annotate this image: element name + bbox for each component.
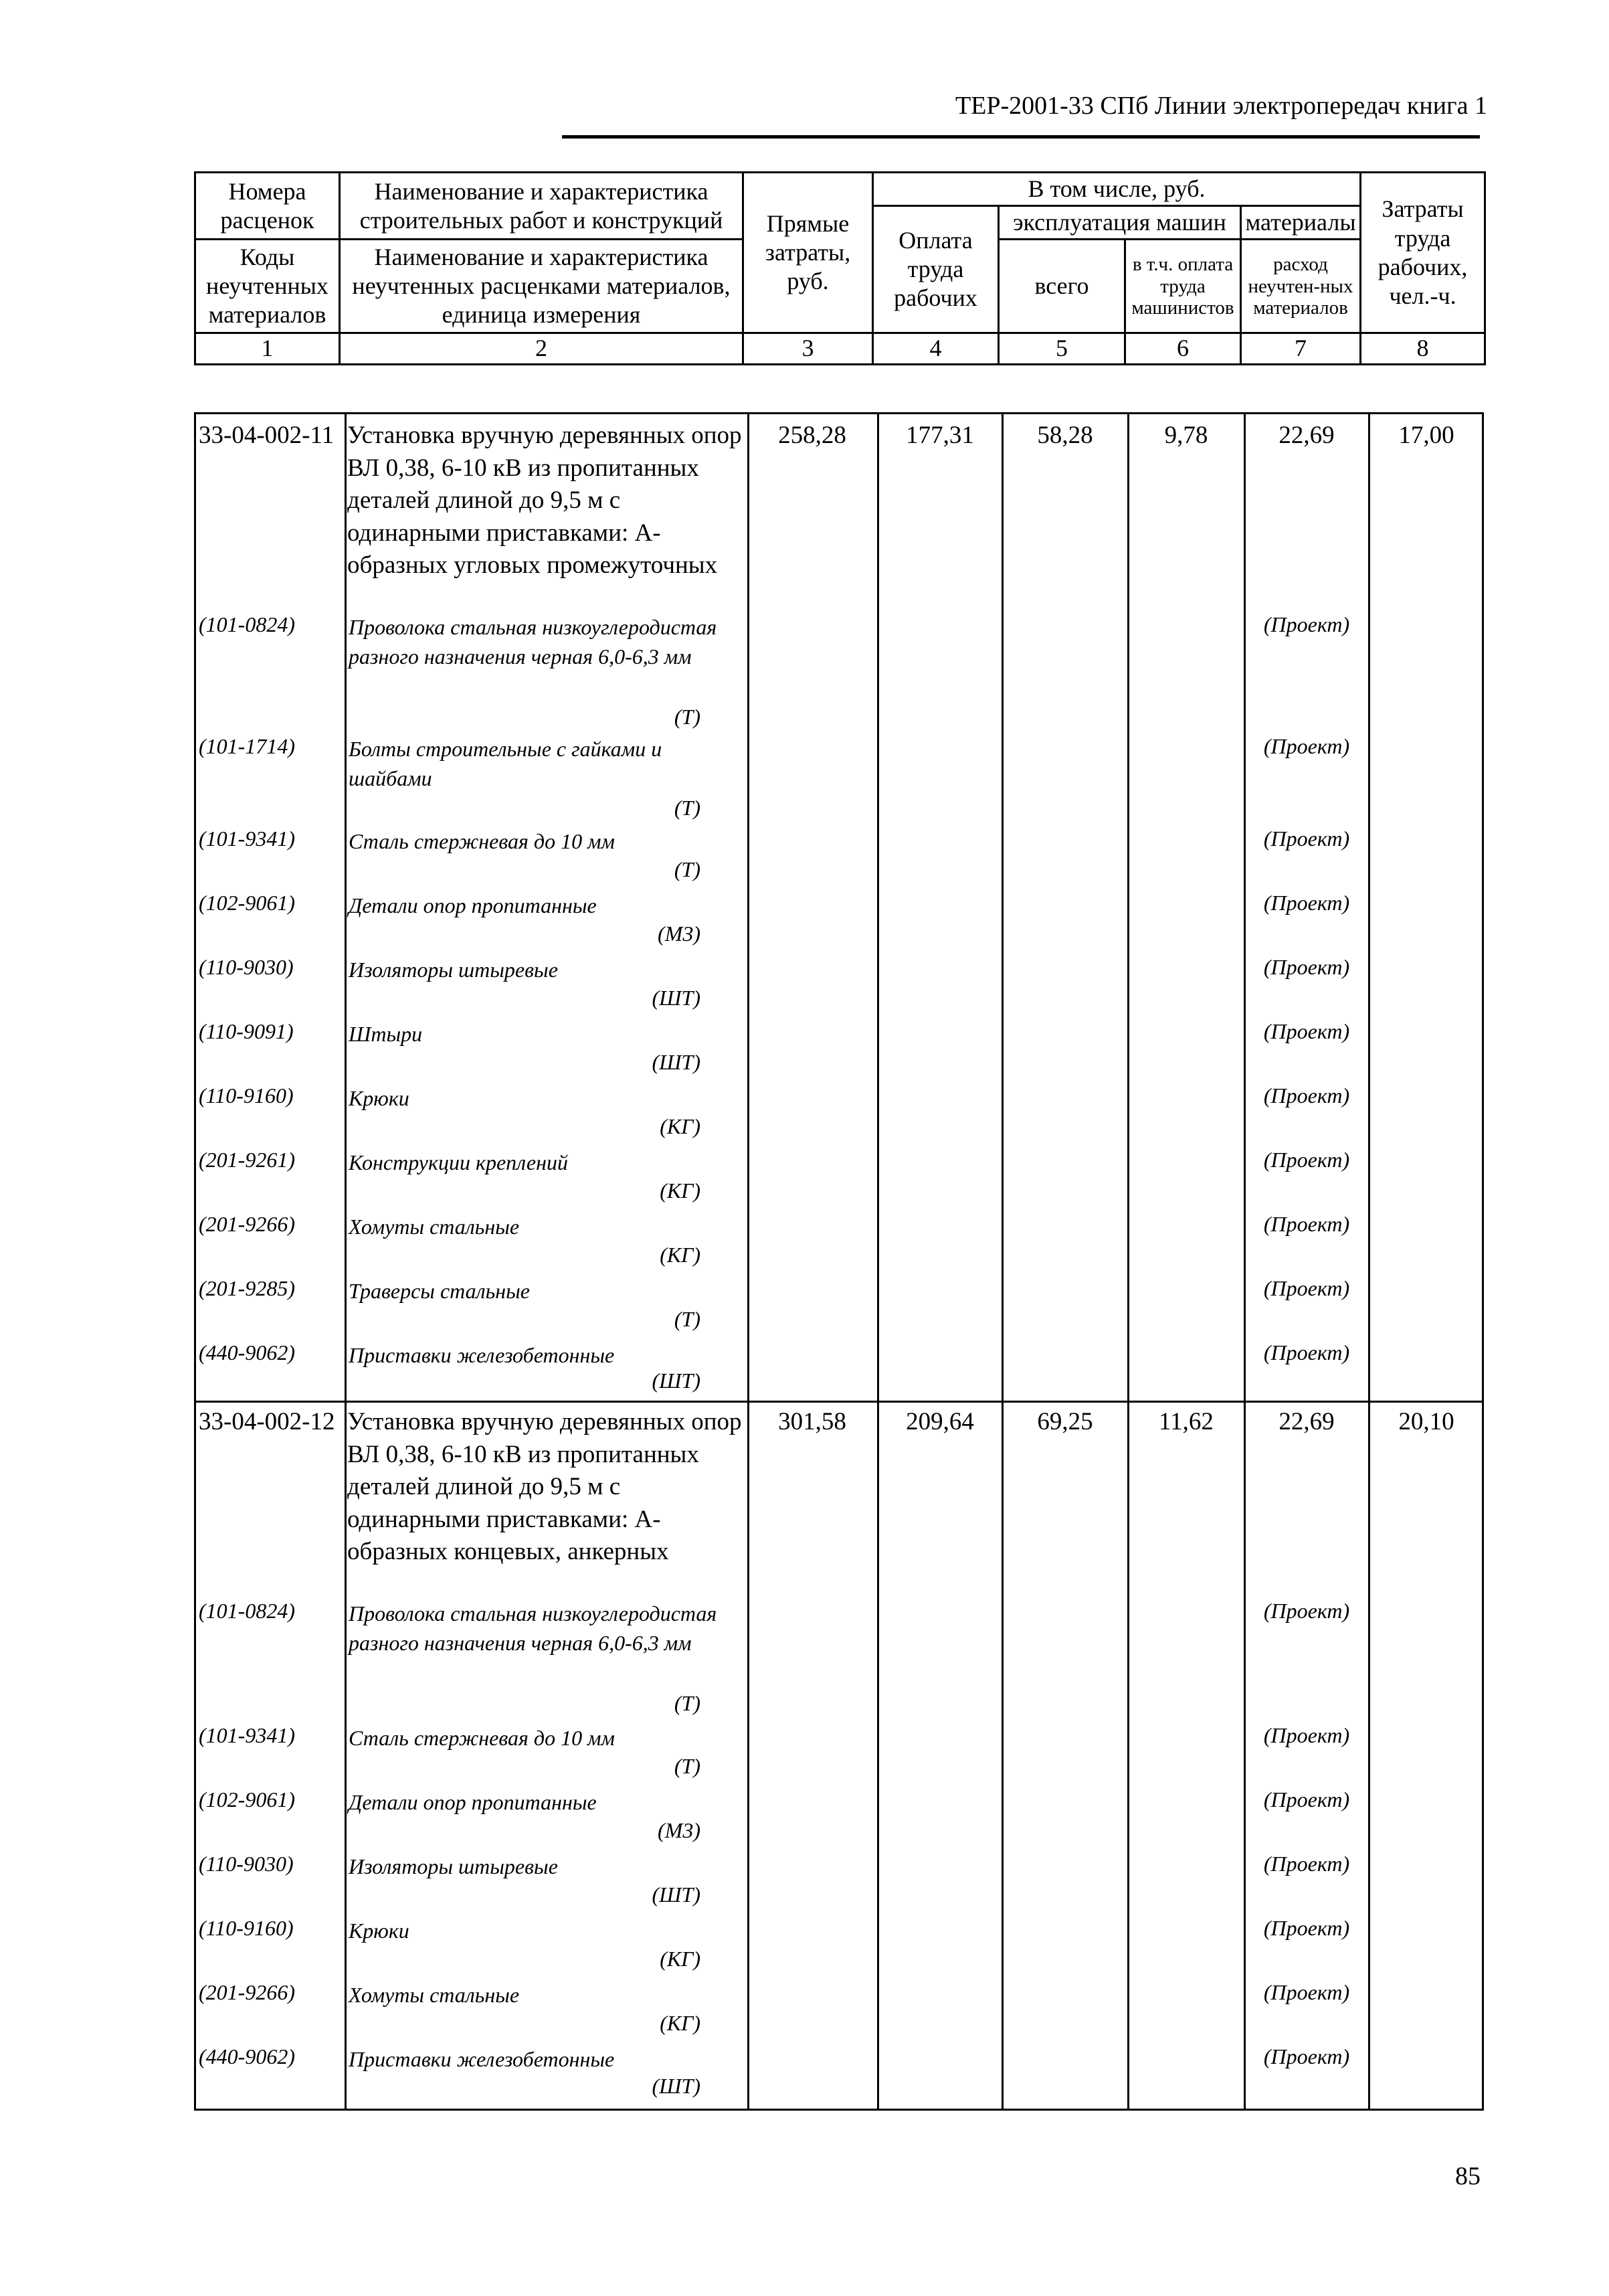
material-unit: (Т) bbox=[674, 1754, 700, 1778]
header-direct-cost: Прямые затраты, руб. bbox=[743, 173, 873, 333]
material-consumption: (Проект) bbox=[1263, 1723, 1350, 1747]
header-rule bbox=[562, 135, 1480, 139]
material-consumption: (Проект) bbox=[1263, 1852, 1350, 1876]
material-unit: (КГ) bbox=[660, 1243, 700, 1267]
rates-table-body bbox=[194, 412, 1484, 2111]
material-unit: (М3) bbox=[658, 1818, 700, 1842]
material-name: Приставки железобетонные bbox=[349, 2047, 615, 2071]
material-consumption: (Проект) bbox=[1263, 1980, 1350, 2004]
labor-hours: 20,10 bbox=[1398, 1408, 1454, 1435]
material-unit: (М3) bbox=[658, 921, 700, 946]
material-name: Проволока стальная низкоуглеродистая разного назначения черная 6,0-6,3 мм bbox=[349, 1601, 717, 1655]
material-consumption: (Проект) bbox=[1263, 1340, 1350, 1364]
header-num-5: 5 bbox=[999, 333, 1125, 364]
material-name: Хомуты стальные bbox=[349, 1215, 520, 1239]
material-code: (201-9266) bbox=[199, 1980, 295, 2004]
direct-cost: 301,58 bbox=[778, 1408, 846, 1435]
material-unit: (Т) bbox=[674, 1691, 700, 1715]
material-unit: (Т) bbox=[674, 705, 700, 729]
material-unit: (ШТ) bbox=[652, 1050, 700, 1074]
material-unit: (ШТ) bbox=[652, 1368, 700, 1393]
material-consumption: (Проект) bbox=[1263, 2044, 1350, 2068]
material-name: Хомуты стальные bbox=[349, 1983, 520, 2007]
machines-total: 69,25 bbox=[1037, 1408, 1093, 1435]
rate-description: Установка вручную деревянных опор ВЛ 0,38, 6-10 кВ из пропитанных деталей длиной до 9,5 м с одинарными приставками: А-образных концевых, анкерных bbox=[347, 1408, 742, 1565]
material-name: Конструкции креплений bbox=[349, 1150, 568, 1174]
material-consumption: (Проект) bbox=[1263, 1599, 1350, 1623]
material-code: (201-9266) bbox=[199, 1212, 295, 1236]
page-number: 85 bbox=[1455, 2162, 1481, 2190]
column-divider bbox=[1127, 414, 1129, 2109]
material-consumption: (Проект) bbox=[1263, 1148, 1350, 1172]
material-consumption: (Проект) bbox=[1263, 891, 1350, 915]
header-num-3: 3 bbox=[743, 333, 873, 364]
material-name: Детали опор пропитанные bbox=[349, 893, 597, 917]
material-code: (110-9030) bbox=[199, 955, 294, 979]
material-code: (201-9261) bbox=[199, 1148, 295, 1172]
material-consumption: (Проект) bbox=[1263, 955, 1350, 979]
material-code: (101-9341) bbox=[199, 1723, 295, 1747]
material-name: Штыри bbox=[349, 1022, 423, 1046]
header-materials: материалы bbox=[1241, 206, 1361, 240]
header-material-name: Наименование и характеристика неучтенных расценками материалов, единица измерения bbox=[340, 240, 743, 333]
material-unit: (Т) bbox=[674, 796, 700, 820]
header-num-6: 6 bbox=[1125, 333, 1241, 364]
labor-hours: 17,00 bbox=[1398, 422, 1454, 449]
material-code: (101-1714) bbox=[199, 734, 295, 758]
header-num-4: 4 bbox=[873, 333, 999, 364]
material-name: Сталь стержневая до 10 мм bbox=[349, 829, 615, 853]
header-material-consumption: расход неучтен-ных материалов bbox=[1241, 240, 1361, 333]
labor-pay: 177,31 bbox=[906, 422, 974, 449]
material-code: (110-9160) bbox=[199, 1916, 294, 1940]
material-name: Крюки bbox=[349, 1919, 409, 1943]
machinist-pay: 11,62 bbox=[1159, 1408, 1214, 1435]
material-consumption: (Проект) bbox=[1263, 1916, 1350, 1940]
material-consumption: (Проект) bbox=[1263, 1212, 1350, 1236]
direct-cost: 258,28 bbox=[778, 422, 846, 449]
material-name: Проволока стальная низкоуглеродистая разного назначения черная 6,0-6,3 мм bbox=[349, 615, 717, 669]
header-including: В том числе, руб. bbox=[873, 173, 1361, 206]
header-machines: эксплуатация машин bbox=[999, 206, 1241, 240]
header-num-7: 7 bbox=[1241, 333, 1361, 364]
material-unit: (ШТ) bbox=[652, 1882, 700, 1907]
header-material-codes: Коды неучтенных материалов bbox=[195, 240, 340, 333]
header-machines-total: всего bbox=[999, 240, 1125, 333]
material-consumption: (Проект) bbox=[1263, 1019, 1350, 1043]
material-consumption: (Проект) bbox=[1263, 1787, 1350, 1812]
column-divider bbox=[1368, 414, 1370, 2109]
labor-pay: 209,64 bbox=[906, 1408, 974, 1435]
material-unit: (КГ) bbox=[660, 1178, 700, 1203]
material-name: Детали опор пропитанные bbox=[349, 1790, 597, 1814]
material-code: (110-9160) bbox=[199, 1083, 294, 1108]
header-num-1: 1 bbox=[195, 333, 340, 364]
material-name: Изоляторы штыревые bbox=[349, 958, 558, 982]
header-labor-hours: Затраты труда рабочих, чел.-ч. bbox=[1361, 173, 1485, 333]
column-divider bbox=[877, 414, 879, 2109]
material-name: Болты строительные с гайками и шайбами bbox=[349, 737, 662, 790]
material-name: Крюки bbox=[349, 1086, 409, 1110]
rate-code: 33-04-002-11 bbox=[199, 422, 335, 449]
column-divider bbox=[747, 414, 749, 2109]
material-name: Изоляторы штыревые bbox=[349, 1854, 558, 1878]
header-rate-numbers: Номера расценок bbox=[195, 173, 340, 240]
material-code: (101-9341) bbox=[199, 826, 295, 851]
material-unit: (Т) bbox=[674, 1307, 700, 1331]
material-code: (201-9285) bbox=[199, 1276, 295, 1300]
material-code: (440-9062) bbox=[199, 1340, 295, 1364]
column-divider bbox=[1244, 414, 1246, 2109]
rate-code: 33-04-002-12 bbox=[199, 1408, 335, 1435]
material-code: (101-0824) bbox=[199, 1599, 295, 1623]
header-work-name: Наименование и характеристика строительных работ и конструкций bbox=[340, 173, 743, 240]
material-unit: (КГ) bbox=[660, 2011, 700, 2035]
material-code: (110-9030) bbox=[199, 1852, 294, 1876]
column-divider bbox=[345, 414, 347, 2109]
material-code: (440-9062) bbox=[199, 2044, 295, 2068]
material-name: Траверсы стальные bbox=[349, 1279, 530, 1303]
materials-cost: 22,69 bbox=[1279, 422, 1335, 449]
material-code: (110-9091) bbox=[199, 1019, 294, 1043]
material-code: (102-9061) bbox=[199, 891, 295, 915]
header-num-8: 8 bbox=[1361, 333, 1485, 364]
material-unit: (КГ) bbox=[660, 1947, 700, 1971]
materials-cost: 22,69 bbox=[1279, 1408, 1335, 1435]
material-consumption: (Проект) bbox=[1263, 612, 1350, 636]
material-code: (101-0824) bbox=[199, 612, 295, 636]
material-unit: (ШТ) bbox=[652, 986, 700, 1010]
table-header bbox=[194, 171, 1486, 365]
material-unit: (ШТ) bbox=[652, 2074, 700, 2098]
machinist-pay: 9,78 bbox=[1164, 422, 1208, 449]
header-machinist-pay: в т.ч. оплата труда машинистов bbox=[1125, 240, 1241, 333]
material-consumption: (Проект) bbox=[1263, 734, 1350, 758]
header-num-2: 2 bbox=[340, 333, 743, 364]
machines-total: 58,28 bbox=[1037, 422, 1093, 449]
material-consumption: (Проект) bbox=[1263, 826, 1350, 851]
entry-divider bbox=[196, 1401, 1482, 1403]
header-labor-pay: Оплата труда рабочих bbox=[873, 206, 999, 333]
material-consumption: (Проект) bbox=[1263, 1083, 1350, 1108]
running-header: ТЕР-2001-33 СПб Линии электропередач книга 1 bbox=[955, 92, 1487, 120]
material-unit: (КГ) bbox=[660, 1114, 700, 1138]
rate-description: Установка вручную деревянных опор ВЛ 0,38, 6-10 кВ из пропитанных деталей длиной до 9,5 м с одинарными приставками: А-образных угловых промежуточных bbox=[347, 422, 742, 579]
material-unit: (Т) bbox=[674, 857, 700, 881]
column-divider bbox=[1002, 414, 1004, 2109]
material-name: Приставки железобетонные bbox=[349, 1343, 615, 1367]
material-consumption: (Проект) bbox=[1263, 1276, 1350, 1300]
material-name: Сталь стержневая до 10 мм bbox=[349, 1726, 615, 1750]
material-code: (102-9061) bbox=[199, 1787, 295, 1812]
